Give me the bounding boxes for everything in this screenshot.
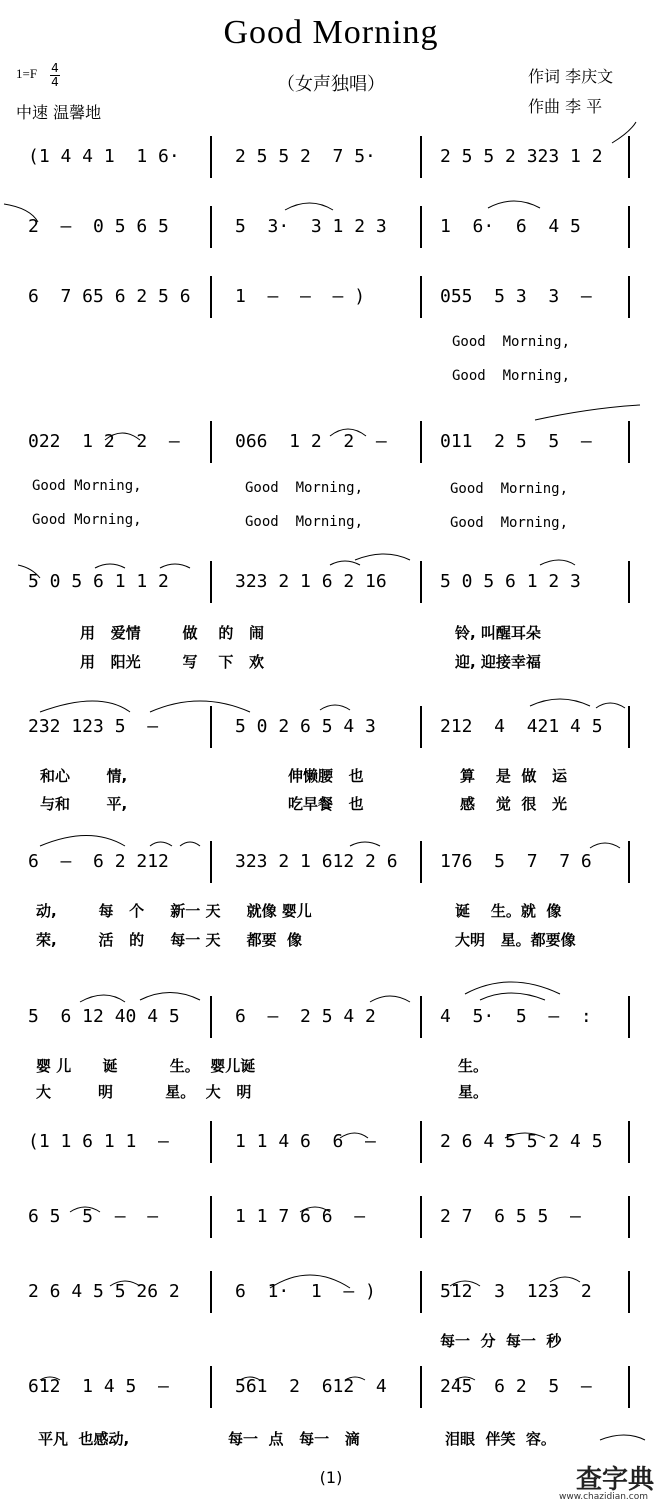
measure-group: 323 2 1 612 2 6: [235, 851, 398, 872]
measure-group: 5 3· 3 1 2 3: [235, 216, 387, 237]
measure-group: 5 0 5 6 1 1 2: [28, 571, 169, 592]
bar-line: [628, 421, 630, 463]
lyric-line: 每一 点 每一 滴: [228, 1430, 360, 1448]
bar-line: [628, 841, 630, 883]
time-denominator: 4: [51, 75, 59, 89]
lyric-line: 迎, 迎接幸福: [455, 653, 541, 671]
measure-group: 212 4 421 4 5: [440, 716, 603, 737]
measure-group: 011 2 5 5 –: [440, 431, 592, 452]
measure-group: 2 6 4 5 5 2 4 5: [440, 1131, 603, 1152]
bar-line: [628, 276, 630, 318]
lyric-line: 星。: [458, 1083, 489, 1101]
measure-group: 6 – 2 5 4 2: [235, 1006, 376, 1027]
measure-group: 1 6· 6 4 5: [440, 216, 581, 237]
score-row: [10, 1000, 650, 1040]
bar-line: [210, 421, 212, 463]
english-lyric-line: Good Morning,: [452, 334, 571, 350]
measure-group: 4 5· 5 – :: [440, 1006, 592, 1027]
english-lyric-line: Good Morning,: [245, 480, 364, 496]
bar-line: [420, 561, 422, 603]
bar-line: [420, 706, 422, 748]
bar-line: [420, 1121, 422, 1163]
english-lyric-line: Good Morning,: [452, 368, 571, 384]
key-signature: 1=F: [16, 66, 38, 81]
time-numerator: 4: [51, 61, 59, 75]
slur: [535, 405, 640, 420]
slur: [488, 201, 540, 208]
bar-line: [628, 136, 630, 178]
song-title: Good Morning: [223, 14, 439, 51]
slur: [600, 1435, 645, 1440]
measure-group: 022 1 2 2 –: [28, 431, 180, 452]
measure-group: 1 – – – ): [235, 286, 366, 307]
score-row: [10, 1370, 650, 1410]
lyric-line: 感 觉 很 光: [460, 795, 567, 813]
measure-group: 066 1 2 2 –: [235, 431, 387, 452]
lyric-line: 婴 儿 诞 生。 婴儿诞: [36, 1057, 256, 1075]
measure-group: 2 6 4 5 5 26 2: [28, 1281, 180, 1302]
bar-line: [628, 1271, 630, 1313]
bar-line: [628, 1121, 630, 1163]
measure-group: 176 5 7 7 6: [440, 851, 592, 872]
slur: [355, 554, 410, 560]
measure-group: 5 0 2 6 5 4 3: [235, 716, 376, 737]
bar-line: [628, 996, 630, 1038]
slur: [480, 993, 545, 1000]
lyric-line: 诞 生。就 像: [455, 902, 562, 920]
page-number: (1): [319, 1468, 343, 1487]
lyric-line: 用 阳光 写 下 欢: [80, 653, 264, 671]
song-subtitle: （女声独唱）: [277, 74, 385, 95]
bar-line: [420, 996, 422, 1038]
bar-line: [628, 1196, 630, 1238]
lyric-line: 算 是 做 运: [460, 767, 567, 785]
measure-group: 2 5 5 2 7 5·: [235, 146, 376, 167]
bar-line: [210, 996, 212, 1038]
measure-group: 6 7 65 6 2 5 6: [28, 286, 191, 307]
bar-line: [210, 1196, 212, 1238]
measure-group: 612 1 4 5 –: [28, 1376, 169, 1397]
bar-line: [628, 561, 630, 603]
slur: [140, 993, 200, 1001]
bar-line: [210, 706, 212, 748]
score-row: [10, 425, 650, 465]
measure-group: (1 1 6 1 1 –: [28, 1131, 169, 1152]
bar-line: [628, 706, 630, 748]
bar-line: [628, 206, 630, 248]
lyric-line: 和心 情,: [40, 767, 128, 785]
bar-line: [420, 136, 422, 178]
score-row: [10, 845, 650, 885]
bar-line: [210, 276, 212, 318]
lyric-line: 吃早餐 也: [288, 795, 364, 813]
measure-group: 2 5 5 2 323 1 2: [440, 146, 603, 167]
lyricist-credit: 作词 李庆文: [528, 67, 614, 86]
lyric-line: 荣, 活 的 每一 天 都要 像: [36, 931, 303, 949]
measure-group: 2 – 0 5 6 5: [28, 216, 169, 237]
english-lyric-line: Good Morning,: [32, 478, 142, 494]
score-row: [10, 1125, 650, 1165]
english-lyric-line: Good Morning,: [450, 515, 569, 531]
score-row: [10, 140, 650, 180]
bar-line: [420, 1366, 422, 1408]
site-watermark-url: www.chazidian.com: [558, 1492, 648, 1502]
measure-group: 5 6 12 40 4 5: [28, 1006, 180, 1027]
lyric-line: 铃, 叫醒耳朵: [455, 624, 541, 642]
slur: [465, 982, 560, 994]
measure-group: 245 6 2 5 –: [440, 1376, 592, 1397]
lyric-line: 生。: [458, 1057, 489, 1075]
lyric-line: 与和 平,: [40, 795, 128, 813]
score-row: [10, 1275, 650, 1315]
measure-group: (1 4 4 1 1 6·: [28, 146, 180, 167]
english-lyric-line: Good Morning,: [245, 514, 364, 530]
slur: [596, 703, 625, 708]
measure-group: 055 5 3 3 –: [440, 286, 592, 307]
score-row: [10, 280, 650, 320]
lyric-line: 大明 星。都要像: [455, 931, 576, 949]
time-signature: [50, 62, 60, 89]
bar-line: [420, 1196, 422, 1238]
bar-line: [420, 421, 422, 463]
measure-group: 232 123 5 –: [28, 716, 159, 737]
lyric-line: 动, 每 个 新一 天 就像 婴儿: [36, 902, 312, 920]
bar-line: [210, 136, 212, 178]
english-lyric-line: Good Morning,: [32, 512, 142, 528]
score-row: [10, 1200, 650, 1240]
measure-group: 5 0 5 6 1 2 3: [440, 571, 581, 592]
site-watermark-logo: 查字典: [575, 1465, 654, 1495]
measure-group: 1 1 7 6 6 –: [235, 1206, 366, 1227]
score-row: [10, 210, 650, 250]
lyric-line: 平凡 也感动,: [38, 1430, 130, 1448]
slur: [530, 699, 590, 706]
measure-group: 6 1· 1 – ): [235, 1281, 376, 1302]
bar-line: [420, 206, 422, 248]
measure-group: 512 3 123 2: [440, 1281, 592, 1302]
bar-line: [210, 841, 212, 883]
measure-group: 6 5 5 – –: [28, 1206, 159, 1227]
english-lyric-line: Good Morning,: [450, 481, 569, 497]
score-row: [10, 710, 650, 750]
lyric-line: 用 爱情 做 的 闹: [80, 624, 264, 642]
bar-line: [210, 1271, 212, 1313]
tempo-marking: 中速 温馨地: [16, 103, 102, 122]
measure-group: 1 1 4 6 6 –: [235, 1131, 376, 1152]
lyric-line: 伸懒腰 也: [288, 767, 364, 785]
lyric-line: 每一 分 每一 秒: [440, 1332, 562, 1350]
bar-line: [628, 1366, 630, 1408]
measure-group: 323 2 1 6 2 16: [235, 571, 387, 592]
measure-group: 561 2 612 4: [235, 1376, 387, 1397]
slur: [285, 203, 333, 210]
score-row: [10, 565, 650, 605]
bar-line: [420, 841, 422, 883]
bar-line: [210, 1121, 212, 1163]
measure-group: 6 – 6 2 212: [28, 851, 169, 872]
composer-credit: 作曲 李 平: [528, 97, 603, 116]
lyric-line: 泪眼 伴笑 容。: [445, 1430, 556, 1448]
bar-line: [210, 206, 212, 248]
lyric-line: 大 明 星。 大 明: [36, 1083, 252, 1101]
bar-line: [420, 276, 422, 318]
bar-line: [420, 1271, 422, 1313]
measure-group: 2 7 6 5 5 –: [440, 1206, 581, 1227]
bar-line: [210, 1366, 212, 1408]
bar-line: [210, 561, 212, 603]
